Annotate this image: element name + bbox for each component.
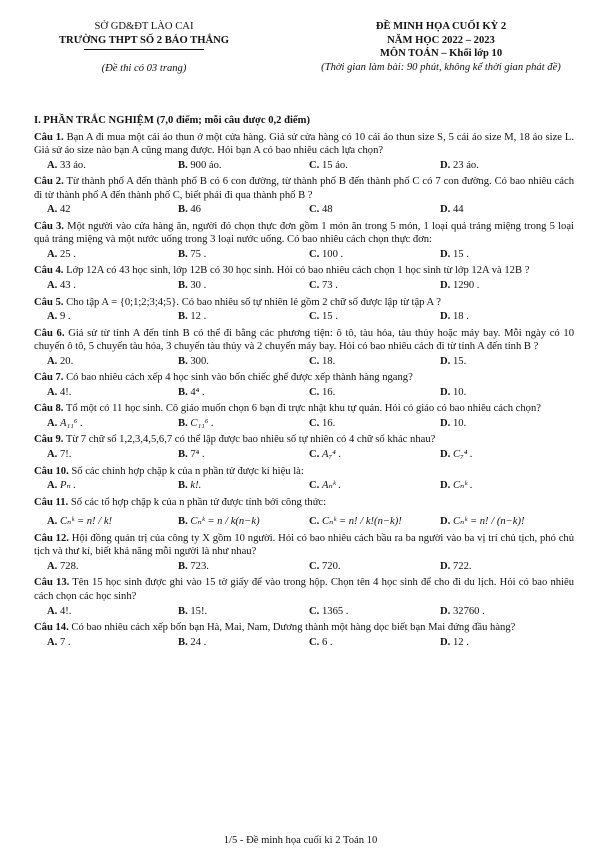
question (34, 402, 574, 430)
option-d[interactable]: D. 12 . (440, 636, 469, 648)
options-row (34, 310, 574, 324)
option-b[interactable]: B. 15!. (178, 605, 208, 617)
option-d[interactable]: D. 44 (440, 204, 464, 216)
question (34, 264, 574, 292)
option-c[interactable]: C. 15 . (309, 311, 338, 323)
option-d[interactable]: D. 32760 . (440, 605, 485, 617)
header-divider (84, 49, 204, 50)
option-c[interactable]: C. 15 áo. (309, 159, 348, 171)
question-label: Câu 11. (34, 496, 69, 508)
question (34, 532, 574, 574)
option-b[interactable]: B. 46 (178, 204, 201, 216)
question (34, 327, 574, 369)
question-text: Tổ một có 11 học sinh. Cô giáo muốn chọn 6 bạn đi trực nhật khu tự quản. Hỏi có giáo có bao nhiêu cách chọn? (65, 403, 541, 415)
question-text: Một người vào cửa hàng ăn, người đó chọn thực đơn gồm 1 món ăn trong 5 món, 1 loại quả tráng miệng trong 5 loại quả tráng miệng và một nước uống trong 3 loại nước uống. Có bao nhiêu cách chọn thực đơn: (34, 220, 575, 246)
option-a[interactable]: A. Pₙ . (47, 480, 77, 492)
option-b[interactable]: B. 75 . (178, 248, 207, 260)
question-label: Câu 2. (34, 176, 64, 188)
page-footer: 1/5 - Đề minh họa cuối kì 2 Toán 10 (223, 835, 378, 846)
option-b[interactable]: B. Cₙᵏ = n / k(n−k) (178, 516, 260, 528)
header-right (296, 20, 586, 74)
question (34, 296, 574, 324)
header-left (34, 20, 254, 76)
question-text: Có bao nhiêu cách xếp 4 học sinh vào bốn chiếc ghế được xếp thành hàng ngang? (66, 372, 413, 384)
option-b[interactable]: B. 4⁴ . (178, 386, 205, 398)
option-c[interactable]: C. A₇⁴ . (309, 449, 342, 461)
option-b[interactable]: B. 723. (178, 560, 209, 572)
question-text: Giả sử từ tỉnh A đến tỉnh B có thể đi bằng các phương tiện: ô tô, tàu hỏa, tàu thủy hoặc máy bay. Mỗi ngày có 10 chuyến ô tô, 5 chuyến tàu hỏa, 3 chuyến tàu thủy và 2 chuyến máy bay. Hỏi có bao nhiêu cách đi từ tỉnh A đến tỉnh B ? (34, 327, 574, 353)
exam-title: ĐỀ MINH HỌA CUỐI KỲ 2 (375, 21, 507, 32)
option-b[interactable]: B. 7⁴ . (178, 449, 205, 461)
question-label: Câu 14. (34, 622, 69, 634)
option-b[interactable]: B. 12 . (178, 311, 207, 323)
exam-page (34, 20, 574, 649)
option-c[interactable]: C. 1365 . (309, 605, 349, 617)
option-d[interactable]: D. 1290 . (440, 280, 480, 292)
option-b[interactable]: B. k!. (178, 480, 202, 492)
option-c[interactable]: C. Aₙᵏ . (309, 480, 342, 492)
options-row (34, 515, 574, 529)
question-text: Số các tổ hợp chập k của n phần tử được tính bởi công thức: (70, 496, 327, 508)
question-text: Từ thành phố A đến thành phố B có 6 con đường, từ thành phố B đến thành phố C có 7 con đường. Có bao nhiêu cách đi từ thành phố A đến thành phố C, biết phải đi qua thành phố B ? (34, 176, 574, 201)
question (34, 465, 574, 493)
question-text: Có bao nhiêu cách xếp bốn bạn Hà, Mai, Nam, Dương thành một hàng dọc biết bạn Mai đứng đầu hàng? (71, 622, 516, 634)
question-label: Câu 1. (34, 131, 64, 143)
option-d[interactable]: D. 23 áo. (440, 159, 479, 171)
question-label: Câu 3. (34, 220, 64, 232)
option-a[interactable]: A. 20. (47, 355, 74, 367)
question-text: Tên 15 học sinh được ghi vào 15 tờ giấy để vào trong hộp. Chọn tên 4 học sinh để cho đi du lịch. Hỏi có bao nhiêu cách chọn các học sinh? (34, 577, 574, 602)
options-row (34, 605, 574, 619)
subject-line: MÔN TOÁN – Khối lớp 10 (379, 48, 503, 60)
question-label: Câu 8. (34, 403, 64, 415)
options-row (34, 479, 574, 493)
question (34, 175, 574, 217)
option-c[interactable]: C. 6 . (309, 636, 333, 648)
options-row (34, 448, 574, 462)
option-c[interactable]: C. Cₙᵏ = n! / k!(n−k)! (309, 516, 402, 528)
question-list (34, 131, 574, 650)
options-row (34, 248, 574, 262)
options-row (34, 386, 574, 400)
option-d[interactable]: D. 15 . (440, 248, 469, 260)
option-b[interactable]: B. 24 . (178, 636, 207, 648)
question (34, 621, 574, 649)
question-label: Câu 10. (34, 465, 69, 477)
options-row (34, 560, 574, 574)
question-label: Câu 4. (34, 265, 64, 277)
option-b[interactable]: B. 30 . (178, 280, 207, 292)
option-c[interactable]: C. 18. (309, 355, 336, 367)
option-a[interactable]: A. 7!. (47, 449, 72, 461)
question-label: Câu 12. (34, 532, 69, 544)
question-text: Bạn A đi mua một cái áo thun ở một cửa hàng. Giả sử cửa hàng có 10 cái áo thun size S, 5 cái áo size M, 18 áo size L. Giả sử áo size nào bạn A cũng mang được. Hỏi bạn A có bao nhiêu cách lựa chọn? (34, 131, 574, 157)
option-c[interactable]: C. 720. (309, 560, 341, 572)
option-c[interactable]: C. 16. (309, 417, 336, 429)
exam-header (34, 20, 574, 98)
option-a[interactable]: A. 728. (47, 560, 79, 572)
time-note: (Thời gian làm bài: 90 phút, không kể thời gian phát đề) (321, 61, 561, 73)
option-a[interactable]: A. 33 áo. (47, 159, 86, 171)
dept-name: SỞ GD&ĐT LÀO CAI (94, 21, 194, 32)
option-c[interactable]: C. 73 . (309, 280, 338, 292)
options-row (34, 355, 574, 369)
question (34, 371, 574, 399)
question-text: Cho tập A = {0;1;2;3;4;5}. Có bao nhiêu số tự nhiên lẻ gồm 2 chữ số được lập từ tập A ? (66, 296, 441, 308)
question (34, 576, 574, 618)
question-text: Từ 7 chữ số 1,2,3,4,5,6,7 có thể lập được bao nhiêu số tự nhiên có 4 chữ số khác nhau? (65, 434, 436, 446)
question-text: Hội đồng quản trị của công ty X gồm 10 người. Hỏi có bao nhiêu cách bầu ra ba người vào ba vị trí chủ tịch, phó chủ tịch và thư kí, biết khả năng mỗi người là như nhau? (34, 532, 574, 558)
option-b[interactable]: B. C₁₁⁶ . (178, 417, 214, 429)
question-text: Số các chỉnh hợp chập k của n phần tử được kí hiệu là: (71, 465, 304, 477)
option-a[interactable]: A. 9 . (47, 311, 71, 323)
school-year: NĂM HỌC 2022 – 2023 (387, 34, 495, 46)
question-label: Câu 5. (34, 296, 64, 308)
question-label: Câu 6. (34, 327, 65, 339)
option-d[interactable]: D. 722. (440, 560, 472, 572)
option-a[interactable]: A. 4!. (47, 386, 72, 398)
question (34, 131, 574, 173)
option-d[interactable]: D. Cₙᵏ = n! / (n−k)! (440, 516, 525, 528)
option-d[interactable]: D. Cₙᵏ . (440, 480, 473, 492)
options-row (34, 159, 574, 173)
option-d[interactable]: D. C₇⁴ . (440, 449, 473, 461)
option-a[interactable]: A. A₁₁⁶ . (47, 417, 83, 429)
question-text: Lớp 12A có 43 học sinh, lớp 12B có 30 học sinh. Hỏi có bao nhiêu cách chọn 1 học sinh từ lớp 12A và 12B ? (66, 265, 530, 277)
option-a[interactable]: A. 25 . (47, 248, 76, 260)
option-c[interactable]: C. 100 . (309, 248, 344, 260)
option-a[interactable]: A. 7 . (47, 636, 71, 648)
options-row (34, 636, 574, 650)
option-d[interactable]: D. 18 . (440, 311, 469, 323)
options-row (34, 417, 574, 431)
option-a[interactable]: A. 42 (47, 204, 71, 216)
option-d[interactable]: D. 10. (440, 386, 467, 398)
option-c[interactable]: C. 16. (309, 386, 336, 398)
question (34, 433, 574, 461)
options-row (34, 203, 574, 217)
option-a[interactable]: A. Cₙᵏ = n! / k! (47, 516, 113, 528)
option-d[interactable]: D. 15. (440, 355, 467, 367)
question-label: Câu 13. (34, 577, 70, 589)
school-name: TRƯỜNG THPT SỐ 2 BẢO THẮNG (58, 34, 230, 46)
option-b[interactable]: B. 900 áo. (178, 159, 222, 171)
question (34, 496, 574, 529)
options-row (34, 279, 574, 293)
option-a[interactable]: A. 43 . (47, 280, 76, 292)
option-d[interactable]: D. 10. (440, 417, 467, 429)
option-b[interactable]: B. 300. (178, 355, 209, 367)
option-a[interactable]: A. 4!. (47, 605, 72, 617)
question-label: Câu 7. (34, 372, 64, 384)
section-title: I. PHẦN TRẮC NGHIỆM (7,0 điểm; mỗi câu được 0,2 điểm) (34, 115, 310, 126)
option-c[interactable]: C. 48 (309, 204, 333, 216)
question-label: Câu 9. (34, 434, 64, 446)
question (34, 220, 574, 262)
pages-note: (Đề thi có 03 trang) (101, 63, 187, 75)
